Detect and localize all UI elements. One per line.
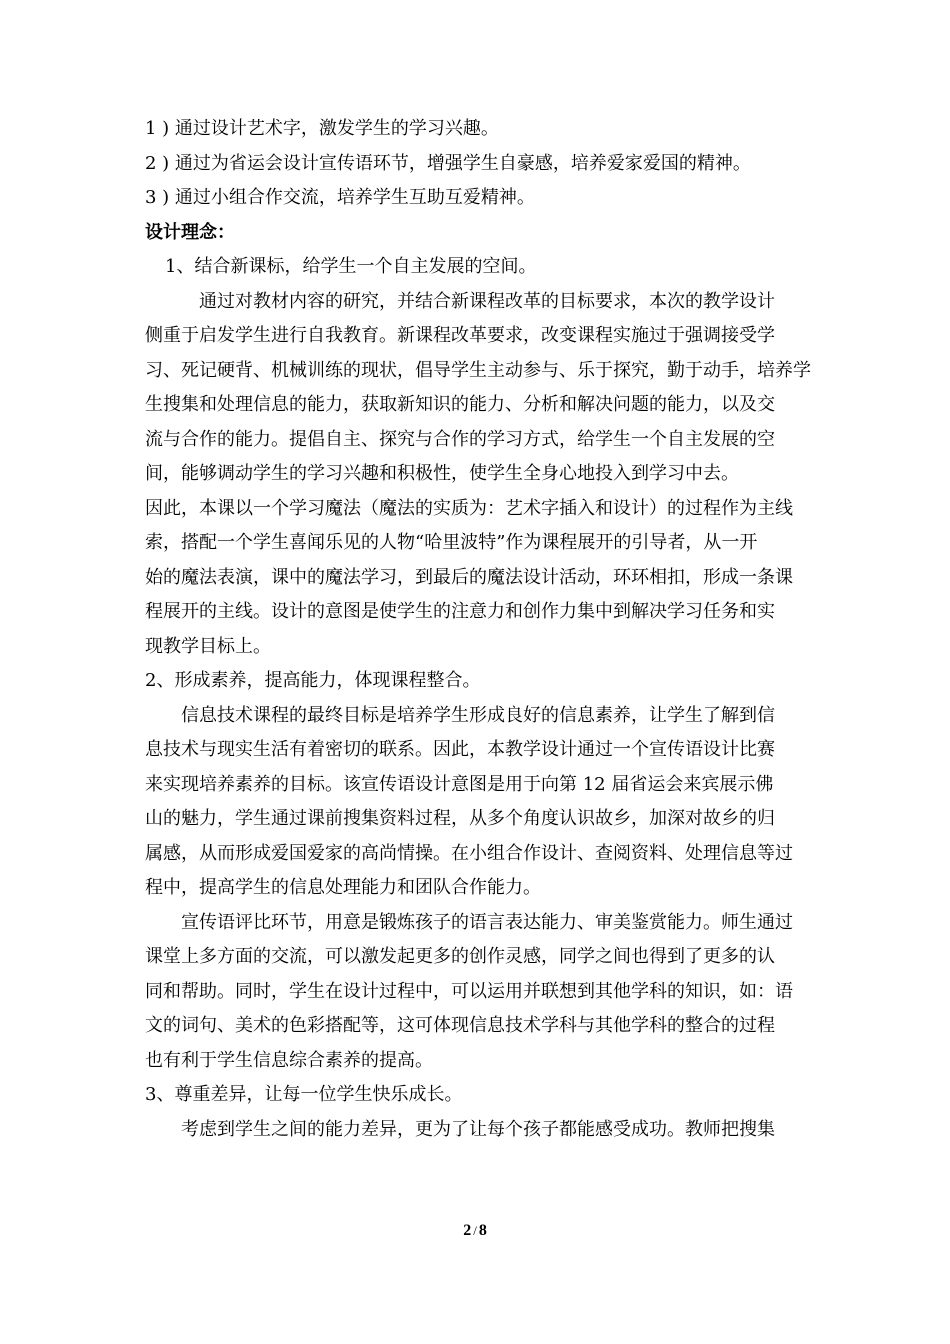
paragraph-line: 索，搭配一个学生喜闻乐见的人物“哈里波特”作为课程展开的引导者，从一开: [145, 532, 758, 553]
paragraph: [145, 699, 809, 906]
paragraph-line: 始的魔法表演，课中的魔法学习，到最后的魔法设计活动，环环相扣，形成一条课: [145, 566, 793, 588]
paragraph-line: 习、死记硬背、机械训练的现状，倡导学生主动参与、乐于探究，勤于动手，培养学: [145, 359, 811, 381]
paragraph-line: 来实现培养素养的目标。该宣传语设计意图是用于向第 12 届省运会来宾展示佛: [145, 773, 774, 795]
paragraph-line: 间，能够调动学生的学习兴趣和积极性，使学生全身心地投入到学习中去。: [145, 463, 739, 484]
page-separator: /: [473, 1223, 477, 1238]
paragraph-line: 息技术与现实生活有着密切的联系。因此，本教学设计通过一个宣传语设计比赛: [145, 739, 775, 760]
paragraph-line: 文的词句、美术的色彩搭配等，这可体现信息技术学科与其他学科的整合的过程: [145, 1015, 775, 1036]
subsection-title-3: 3、尊重差异，让每一位学生快乐成长。: [145, 1084, 463, 1105]
paragraph-line: 程展开的主线。设计的意图是使学生的注意力和创作力集中到解决学习任务和实: [145, 601, 775, 622]
paragraph-line: 信息技术课程的最终目标是培养学生形成良好的信息素养，让学生了解到信: [181, 704, 775, 726]
paragraph: [145, 285, 809, 492]
page-body: [145, 112, 809, 1147]
goals-list: [145, 112, 809, 216]
paragraph-line: 侧重于启发学生进行自我教育。新课程改革要求，改变课程实施过于强调接受学: [145, 325, 775, 346]
paragraph-line: 课堂上多方面的交流，可以激发起更多的创作灵感，同学之间也得到了更多的认: [145, 946, 775, 967]
goal-item: 3 ) 通过小组合作交流，培养学生互助互爱精神。: [145, 187, 535, 208]
goal-item: 1 ) 通过设计艺术字，激发学生的学习兴趣。: [145, 118, 499, 139]
paragraph-line: 流与合作的能力。提倡自主、探究与合作的学习方式，给学生一个自主发展的空: [145, 428, 775, 450]
current-page: 2: [463, 1222, 472, 1239]
paragraph-line: 山的魅力，学生通过课前搜集资料过程，从多个角度认识故乡，加深对故乡的归: [145, 808, 775, 829]
paragraph-line: 因此，本课以一个学习魔法（魔法的实质为：艺术字插入和设计）的过程作为主线: [145, 497, 793, 519]
paragraph-line: 程中，提高学生的信息处理能力和团队合作能力。: [145, 877, 541, 898]
paragraph: [145, 906, 809, 1079]
paragraph-line: 通过对教材内容的研究，并结合新课程改革的目标要求，本次的教学设计: [199, 290, 775, 312]
paragraph: [145, 492, 809, 665]
page-number: [0, 1222, 950, 1240]
paragraph-line: 考虑到学生之间的能力差异，更为了让每个孩子都能感受成功。教师把搜集: [181, 1118, 775, 1140]
subsection-title-1: 1、结合新课标，给学生一个自主发展的空间。: [165, 256, 537, 277]
paragraph-line: 属感，从而形成爱国爱家的高尚情操。在小组合作设计、查阅资料、处理信息等过: [145, 842, 793, 864]
subsection-title-2: 2、形成素养，提高能力，体现课程整合。: [145, 670, 481, 691]
paragraph-line: 宣传语评比环节，用意是锻炼孩子的语言表达能力、审美鉴赏能力。师生通过: [181, 911, 793, 933]
paragraph-line: 生搜集和处理信息的能力，获取新知识的能力、分析和解决问题的能力，以及交: [145, 394, 775, 415]
total-pages: 8: [478, 1222, 487, 1239]
goal-item: 2 ) 通过为省运会设计宣传语环节，增强学生自豪感，培养爱家爱国的精神。: [145, 152, 751, 174]
section-heading: 设计理念：: [145, 221, 235, 243]
paragraph: [145, 1113, 809, 1148]
paragraph-line: 现教学目标上。: [145, 635, 271, 657]
paragraph-line: 也有利于学生信息综合素养的提高。: [145, 1049, 433, 1071]
paragraph-line: 同和帮助。同时，学生在设计过程中，可以运用并联想到其他学科的知识，如：语: [145, 980, 793, 1002]
